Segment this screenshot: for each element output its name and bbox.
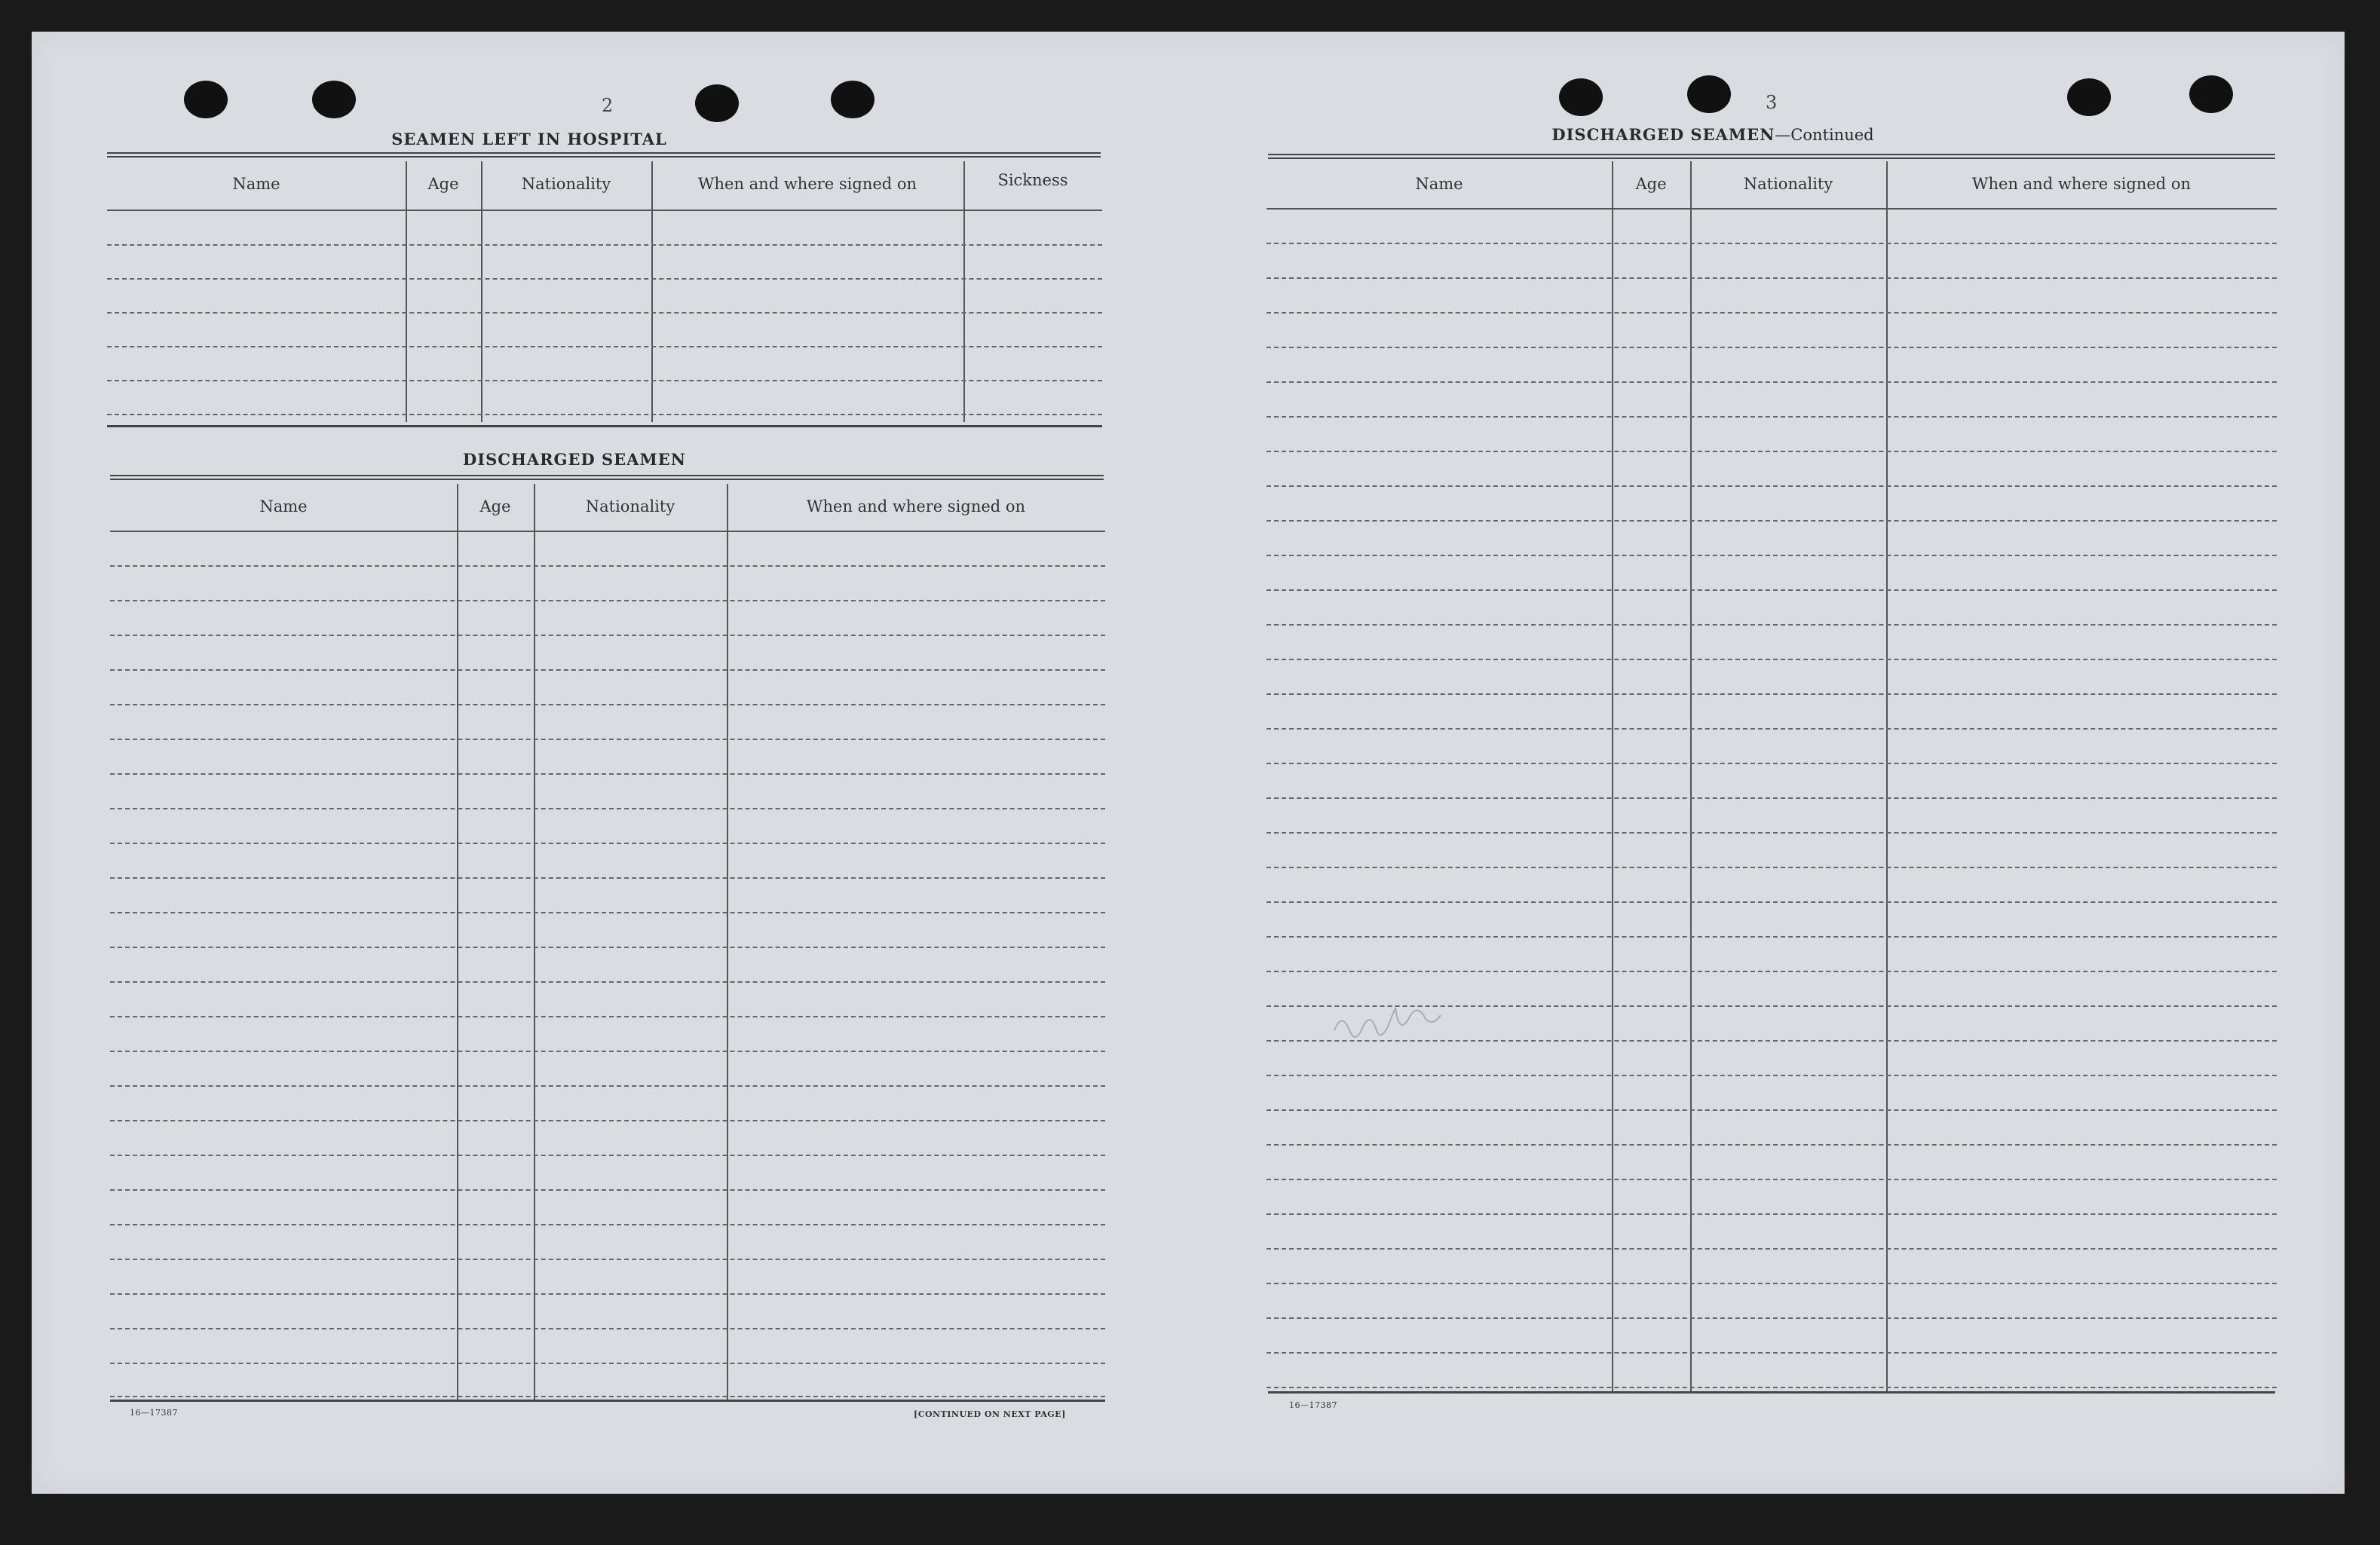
double-rule <box>1268 154 2275 159</box>
punch-hole <box>1687 75 1731 113</box>
column-header-signed-on: When and where signed on <box>697 175 917 193</box>
double-rule <box>107 152 1101 158</box>
section-title-text: DISCHARGED SEAMEN <box>1551 125 1775 144</box>
double-rule <box>110 475 1104 480</box>
punch-hole <box>695 84 739 122</box>
column-header-sickness: Sickness <box>997 171 1068 189</box>
form-number: 16—17387 <box>130 1408 178 1418</box>
punch-hole <box>184 81 228 118</box>
column-header-nationality: Nationality <box>585 497 675 516</box>
section-title-hospital: SEAMEN LEFT IN HOSPITAL <box>391 130 667 148</box>
handwriting-mark <box>1327 1000 1463 1053</box>
punch-hole <box>312 81 356 118</box>
column-header-age: Age <box>479 497 511 516</box>
continued-note: [CONTINUED ON NEXT PAGE] <box>914 1409 1066 1419</box>
punch-hole <box>2067 78 2111 116</box>
column-header-nationality: Nationality <box>521 175 611 193</box>
page-number: 3 <box>1766 92 1778 113</box>
column-header-name: Name <box>232 175 280 193</box>
column-header-name: Name <box>259 497 308 516</box>
page-number: 2 <box>602 95 614 116</box>
column-header-age: Age <box>427 175 459 193</box>
discharged-table <box>110 484 1105 1400</box>
column-header-signed-on: When and where signed on <box>806 497 1026 516</box>
section-title-discharged-continued <box>1539 125 1886 144</box>
section-title-discharged: DISCHARGED SEAMEN <box>463 450 686 469</box>
punch-hole <box>2189 75 2233 113</box>
discharged-continued-table <box>1267 161 2277 1391</box>
punch-hole <box>1559 78 1603 116</box>
column-header-signed-on: When and where signed on <box>1971 175 2192 193</box>
section-title-suffix: —Continued <box>1775 126 1874 144</box>
punch-hole <box>831 81 875 118</box>
form-sheet <box>32 32 2345 1494</box>
hospital-table <box>107 161 1102 425</box>
column-header-age: Age <box>1635 175 1667 193</box>
column-header-name: Name <box>1415 175 1463 193</box>
form-number: 16—17387 <box>1289 1400 1337 1410</box>
column-header-nationality: Nationality <box>1743 175 1833 193</box>
